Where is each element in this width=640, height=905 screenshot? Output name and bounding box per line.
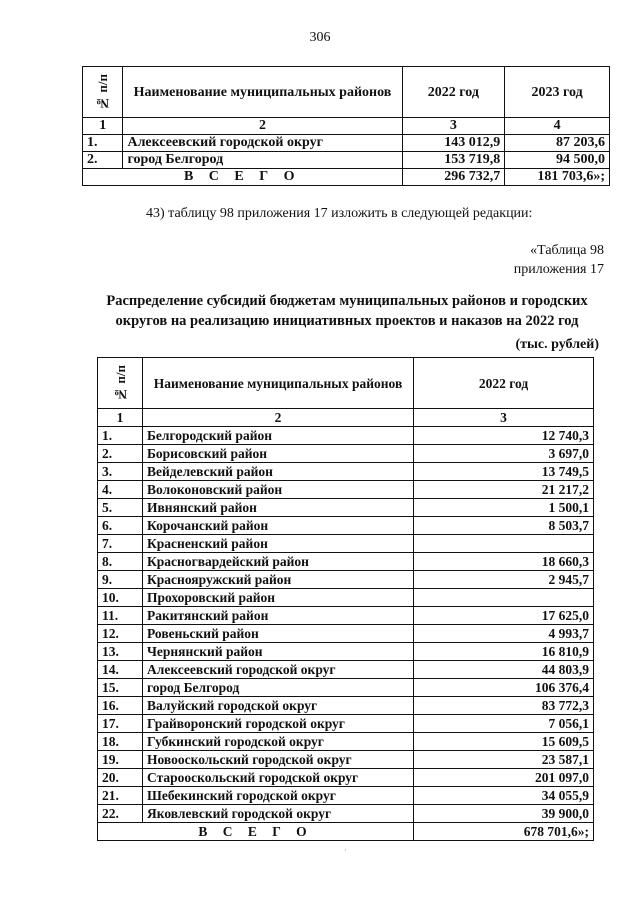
- row-num: 6.: [98, 517, 143, 535]
- header-2022: 2022 год: [402, 67, 505, 118]
- row-value: 7 056,1: [414, 715, 594, 733]
- allocation-table-2022-2023: [82, 66, 610, 186]
- row-value: [414, 535, 594, 553]
- row-name: Ровеньский район: [143, 625, 414, 643]
- row-num: 9.: [98, 571, 143, 589]
- total-2022: 296 732,7: [402, 169, 505, 186]
- row-name: Новооскольский городской округ: [143, 751, 414, 769]
- row-name: Яковлевский городской округ: [143, 805, 414, 823]
- row-value: 13 749,5: [414, 463, 594, 481]
- table-row: [98, 463, 594, 481]
- row-value: 83 772,3: [414, 697, 594, 715]
- table-row: [98, 607, 594, 625]
- row-name: Корочанский район: [143, 517, 414, 535]
- total-label: В С Е Г О: [83, 169, 403, 186]
- total-row: [98, 823, 594, 841]
- row-name: город Белгород: [143, 679, 414, 697]
- row-num: 18.: [98, 733, 143, 751]
- subsidy-table-2022: [97, 357, 594, 841]
- index-cell: 3: [414, 409, 594, 427]
- header-name: Наименование муниципальных районов: [143, 358, 414, 409]
- table-row: [98, 751, 594, 769]
- row-name: Губкинский городской округ: [143, 733, 414, 751]
- row-num: 1.: [98, 427, 143, 445]
- index-cell: 2: [143, 409, 414, 427]
- row-2022: 153 719,8: [402, 152, 505, 169]
- row-num: 10.: [98, 589, 143, 607]
- row-value: 12 740,3: [414, 427, 594, 445]
- index-row: [98, 409, 594, 427]
- row-num: 5.: [98, 499, 143, 517]
- row-name: Грайворонский городской округ: [143, 715, 414, 733]
- row-value: 39 900,0: [414, 805, 594, 823]
- row-name: Алексеевский городской округ: [123, 135, 402, 152]
- table-row: [98, 625, 594, 643]
- table-row: [98, 553, 594, 571]
- row-num: 3.: [98, 463, 143, 481]
- table-row: [98, 571, 594, 589]
- table-row: [83, 135, 610, 152]
- table-row: [98, 499, 594, 517]
- total-2022: 678 701,6»;: [414, 823, 594, 841]
- header-2023: 2023 год: [505, 67, 610, 118]
- table-heading: Распределение субсидий бюджетам муниципальных районов и городских округов на реализацию инициативных проектов и наказов на 2022 год: [106, 293, 588, 329]
- total-label: В С Е Г О: [98, 823, 414, 841]
- row-value: 4 993,7: [414, 625, 594, 643]
- row-name: Борисовский район: [143, 445, 414, 463]
- row-num: 8.: [98, 553, 143, 571]
- row-name: Красногвардейский район: [143, 553, 414, 571]
- row-name: город Белгород: [123, 152, 402, 169]
- table-row: [98, 697, 594, 715]
- row-name: Белгородский район: [143, 427, 414, 445]
- row-value: 2 945,7: [414, 571, 594, 589]
- row-num: 2.: [98, 445, 143, 463]
- header-num-cell: [98, 358, 143, 409]
- row-num: 15.: [98, 679, 143, 697]
- row-num: 7.: [98, 535, 143, 553]
- row-value: 15 609,5: [414, 733, 594, 751]
- row-name: Валуйский городской округ: [143, 697, 414, 715]
- row-value: [414, 589, 594, 607]
- row-value: 23 587,1: [414, 751, 594, 769]
- row-value: 34 055,9: [414, 787, 594, 805]
- header-num: № п/п: [112, 364, 128, 402]
- index-row: [83, 118, 610, 135]
- row-value: 16 810,9: [414, 643, 594, 661]
- header-num: № п/п: [94, 73, 110, 111]
- index-cell: 3: [402, 118, 505, 135]
- row-value: 201 097,0: [414, 769, 594, 787]
- row-value: 106 376,4: [414, 679, 594, 697]
- row-name: Волоконовский район: [143, 481, 414, 499]
- row-name: Алексеевский городской округ: [143, 661, 414, 679]
- row-num: 4.: [98, 481, 143, 499]
- units-label: (тыс. рублей): [515, 337, 599, 352]
- table-row: [98, 679, 594, 697]
- row-name: Старооскольский городской округ: [143, 769, 414, 787]
- table-header-row: [98, 358, 594, 409]
- row-value: 21 217,2: [414, 481, 594, 499]
- table-row: [98, 427, 594, 445]
- row-num: 22.: [98, 805, 143, 823]
- header-2022: 2022 год: [414, 358, 594, 409]
- row-value: 8 503,7: [414, 517, 594, 535]
- row-value: 1 500,1: [414, 499, 594, 517]
- row-num: 21.: [98, 787, 143, 805]
- row-num: 17.: [98, 715, 143, 733]
- table-row: [98, 481, 594, 499]
- table-row: [98, 715, 594, 733]
- row-num: 16.: [98, 697, 143, 715]
- row-name: Вейделевский район: [143, 463, 414, 481]
- table-row: [98, 589, 594, 607]
- table-row: [98, 769, 594, 787]
- total-2023: 181 703,6»;: [505, 169, 610, 186]
- row-value: 44 803,9: [414, 661, 594, 679]
- total-row: [83, 169, 610, 186]
- row-name: Прохоровский район: [143, 589, 414, 607]
- row-num: 20.: [98, 769, 143, 787]
- row-2023: 94 500,0: [505, 152, 610, 169]
- index-cell: 4: [505, 118, 610, 135]
- row-num: 11.: [98, 607, 143, 625]
- table-row: [98, 643, 594, 661]
- row-name: Чернянский район: [143, 643, 414, 661]
- table-row: [98, 661, 594, 679]
- header-num-cell: [83, 67, 123, 118]
- row-2022: 143 012,9: [402, 135, 505, 152]
- row-num: 2.: [83, 152, 123, 169]
- row-num: 12.: [98, 625, 143, 643]
- table-body: [98, 427, 594, 823]
- index-cell: 2: [123, 118, 402, 135]
- table-row: [98, 787, 594, 805]
- header-name: Наименование муниципальных районов: [123, 67, 402, 118]
- scan-mark: ·: [344, 846, 347, 855]
- table-row: [98, 445, 594, 463]
- row-num: 14.: [98, 661, 143, 679]
- table-header-row: [83, 67, 610, 118]
- row-value: 18 660,3: [414, 553, 594, 571]
- page-number: 306: [309, 30, 331, 45]
- row-value: 3 697,0: [414, 445, 594, 463]
- amendment-paragraph: 43) таблицу 98 приложения 17 изложить в следующей редакции:: [146, 206, 533, 221]
- row-name: Ракитянский район: [143, 607, 414, 625]
- row-name: Ивнянский район: [143, 499, 414, 517]
- table-row: [83, 152, 610, 169]
- table-row: [98, 517, 594, 535]
- row-2023: 87 203,6: [505, 135, 610, 152]
- table-row: [98, 805, 594, 823]
- row-value: 17 625,0: [414, 607, 594, 625]
- row-num: 19.: [98, 751, 143, 769]
- table-row: [98, 535, 594, 553]
- table-row: [98, 733, 594, 751]
- row-num: 13.: [98, 643, 143, 661]
- index-cell: 1: [83, 118, 123, 135]
- row-name: Красненский район: [143, 535, 414, 553]
- row-num: 1.: [83, 135, 123, 152]
- table-reference-line2: приложения 17: [513, 262, 604, 277]
- row-name: Краснояружский район: [143, 571, 414, 589]
- index-cell: 1: [98, 409, 143, 427]
- row-name: Шебекинский городской округ: [143, 787, 414, 805]
- table-reference-line1: «Таблица 98: [530, 243, 604, 258]
- table-reference: [514, 241, 604, 279]
